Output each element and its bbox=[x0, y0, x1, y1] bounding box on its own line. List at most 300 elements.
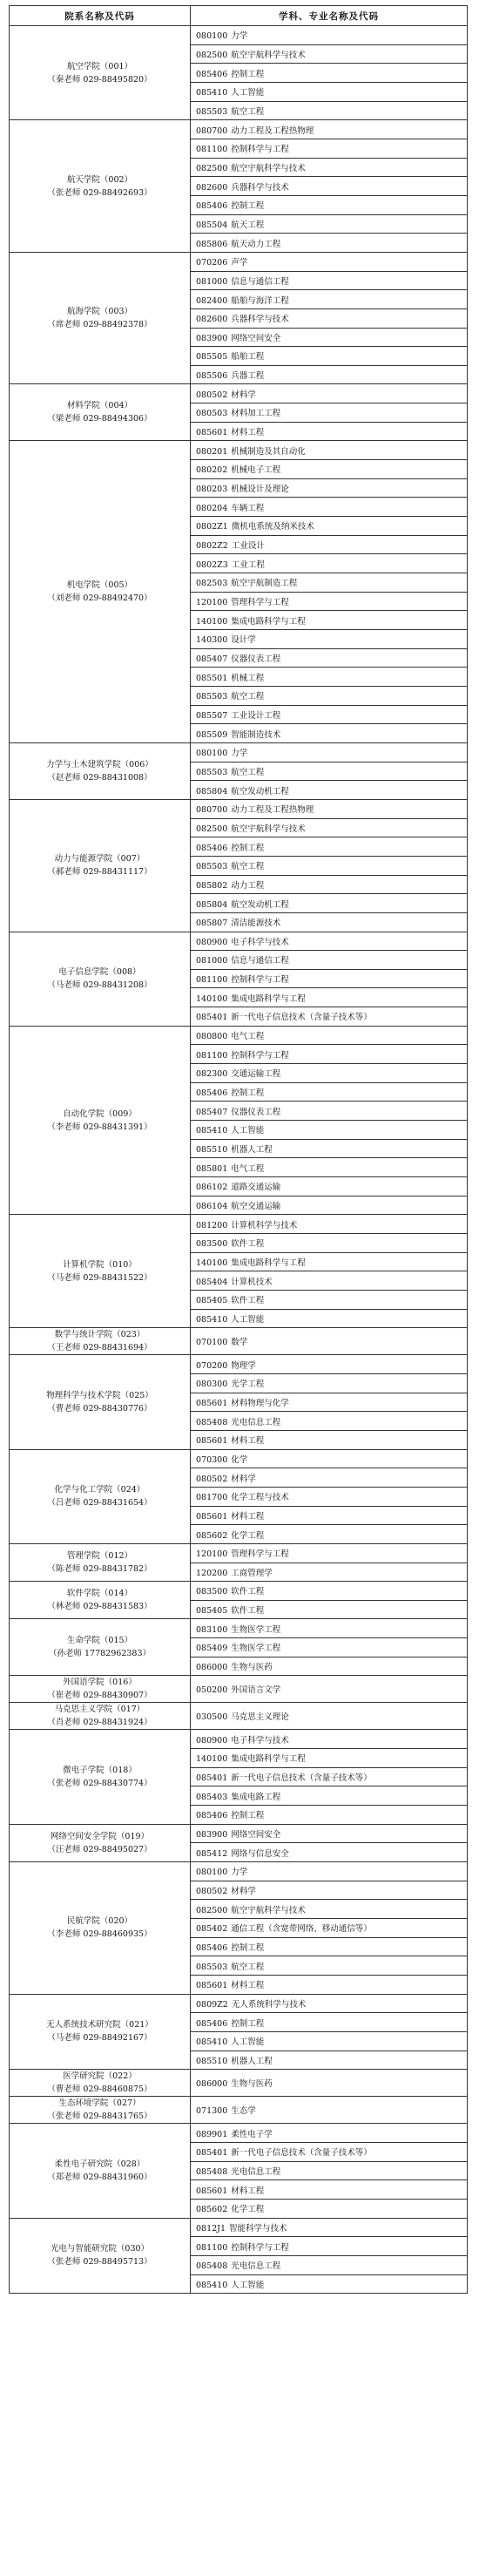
major-name: 材料物理与化学 bbox=[231, 1398, 289, 1408]
major-name: 人工智能 bbox=[231, 2280, 265, 2290]
major-cell bbox=[191, 1373, 468, 1393]
major-cell bbox=[191, 26, 468, 45]
college-contact: （吕老师 029-88431654） bbox=[47, 1498, 152, 1508]
major-code: 085503 bbox=[196, 767, 228, 777]
major-cell bbox=[191, 630, 468, 649]
major-name: 数学 bbox=[231, 1338, 248, 1348]
major-code: 085402 bbox=[196, 1924, 228, 1935]
major-cell bbox=[191, 2013, 468, 2032]
table-row bbox=[10, 26, 468, 45]
major-name: 材料工程 bbox=[231, 1981, 265, 1991]
major-name: 光电信息工程 bbox=[231, 2261, 281, 2272]
major-name: 航空工程 bbox=[231, 862, 265, 872]
major-code: 083900 bbox=[196, 333, 228, 343]
major-cell bbox=[191, 101, 468, 120]
major-name: 材料学 bbox=[231, 1887, 256, 1897]
college-cell bbox=[10, 932, 191, 1026]
major-code: 0802Z1 bbox=[196, 522, 228, 532]
major-cell bbox=[191, 82, 468, 101]
major-cell bbox=[191, 1355, 468, 1374]
college-cell bbox=[10, 1994, 191, 2070]
major-name: 力学 bbox=[231, 749, 248, 759]
table-row bbox=[10, 252, 468, 271]
college-name: 计算机学院（010） bbox=[63, 1259, 137, 1270]
college-cell bbox=[10, 2097, 191, 2124]
major-cell bbox=[191, 120, 468, 139]
major-cell bbox=[191, 1824, 468, 1843]
college-cell bbox=[10, 1824, 191, 1861]
major-code: 120100 bbox=[196, 1549, 228, 1560]
major-name: 无人系统科学与技术 bbox=[231, 1999, 307, 2010]
major-cell bbox=[191, 1177, 468, 1196]
major-code: 140100 bbox=[196, 993, 228, 1004]
major-code: 085408 bbox=[196, 2261, 228, 2272]
college-cell bbox=[10, 1619, 191, 1676]
major-cell bbox=[191, 1007, 468, 1027]
major-cell bbox=[191, 1956, 468, 1976]
major-code: 085503 bbox=[196, 1962, 228, 1972]
table-row bbox=[10, 2070, 468, 2097]
college-name: 微电子学院（018） bbox=[63, 1766, 137, 1776]
major-code: 085406 bbox=[196, 201, 228, 212]
table-row bbox=[10, 1994, 468, 2013]
major-name: 信息与通信工程 bbox=[231, 956, 289, 966]
major-cell bbox=[191, 460, 468, 479]
major-name: 电子科学与技术 bbox=[231, 937, 289, 947]
college-name: 软件学院（014） bbox=[66, 1589, 133, 1599]
major-name: 人工智能 bbox=[231, 1314, 265, 1325]
college-cell bbox=[10, 1582, 191, 1619]
major-code: 085410 bbox=[196, 1126, 228, 1136]
college-cell bbox=[10, 384, 191, 441]
college-cell bbox=[10, 2124, 191, 2218]
major-cell bbox=[191, 1026, 468, 1045]
major-cell bbox=[191, 2161, 468, 2180]
college-name: 航海学院（003） bbox=[66, 307, 133, 317]
major-code: 085506 bbox=[196, 371, 228, 382]
major-code: 070200 bbox=[196, 1360, 228, 1371]
major-cell bbox=[191, 1309, 468, 1328]
table-row bbox=[10, 1582, 468, 1601]
major-cell bbox=[191, 403, 468, 423]
major-name: 人工智能 bbox=[231, 2037, 265, 2048]
major-code: 080100 bbox=[196, 31, 228, 42]
major-cell bbox=[191, 912, 468, 932]
major-code: 080800 bbox=[196, 1032, 228, 1042]
major-name: 材料学 bbox=[231, 390, 256, 400]
college-contact: （李老师 029-88460935） bbox=[47, 1929, 152, 1940]
major-code: 085406 bbox=[196, 69, 228, 79]
major-cell bbox=[191, 1252, 468, 1271]
table-row bbox=[10, 742, 468, 762]
major-cell bbox=[191, 2142, 468, 2161]
major-name: 软件工程 bbox=[231, 1606, 265, 1617]
major-cell bbox=[191, 478, 468, 498]
major-name: 清洁能源技术 bbox=[231, 919, 281, 929]
college-contact: （张老师 029-88495713） bbox=[47, 2257, 152, 2268]
major-code: 086000 bbox=[196, 2079, 228, 2090]
major-cell bbox=[191, 1994, 468, 2013]
major-code: 080502 bbox=[196, 1474, 228, 1484]
major-code: 070100 bbox=[196, 1338, 228, 1348]
major-name: 软件工程 bbox=[231, 1296, 265, 1306]
major-code: 085401 bbox=[196, 1773, 228, 1784]
major-name: 马克思主义理论 bbox=[231, 1712, 289, 1723]
major-name: 生物医学工程 bbox=[231, 1624, 281, 1635]
major-code: 085407 bbox=[196, 654, 228, 664]
major-name: 材料工程 bbox=[231, 1436, 265, 1447]
major-cell bbox=[191, 1730, 468, 1749]
college-cell bbox=[10, 1862, 191, 1995]
major-code: 081700 bbox=[196, 1493, 228, 1503]
major-code: 085408 bbox=[196, 2166, 228, 2177]
major-column-header: 学科、专业名称及代码 bbox=[191, 6, 468, 26]
major-code: 140100 bbox=[196, 616, 228, 627]
major-cell bbox=[191, 2070, 468, 2097]
major-cell bbox=[191, 1543, 468, 1563]
major-cell bbox=[191, 498, 468, 517]
major-code: 085406 bbox=[196, 1811, 228, 1821]
college-cell bbox=[10, 1026, 191, 1215]
major-name: 微机电系统及纳米技术 bbox=[231, 522, 314, 532]
college-cell bbox=[10, 1730, 191, 1824]
major-code: 089901 bbox=[196, 2129, 228, 2139]
major-cell bbox=[191, 214, 468, 234]
college-contact: （刘老师 029-88492470） bbox=[47, 593, 152, 604]
major-cell bbox=[191, 328, 468, 347]
major-name: 化学工程 bbox=[231, 1530, 265, 1541]
major-code: 085804 bbox=[196, 899, 228, 910]
table-row bbox=[10, 120, 468, 139]
major-code: 082600 bbox=[196, 182, 228, 193]
major-cell bbox=[191, 1468, 468, 1488]
college-contact: （秦老师 029-88495820） bbox=[47, 74, 152, 85]
major-code: 086104 bbox=[196, 1202, 228, 1212]
major-cell bbox=[191, 951, 468, 970]
major-code: 085510 bbox=[196, 2056, 228, 2066]
table-row bbox=[10, 1824, 468, 1843]
college-name: 柔性电子研究院（028） bbox=[54, 2159, 145, 2169]
college-column-header: 院系名称及代码 bbox=[10, 6, 191, 26]
major-name: 新一代电子信息技术（含量子技术等） bbox=[231, 2148, 372, 2159]
major-name: 控制科学与工程 bbox=[231, 975, 289, 986]
college-cell bbox=[10, 1215, 191, 1328]
major-cell bbox=[191, 894, 468, 913]
table-row bbox=[10, 1703, 468, 1730]
major-cell bbox=[191, 2255, 468, 2274]
major-code: 085503 bbox=[196, 862, 228, 872]
major-name: 柔性电子学 bbox=[231, 2129, 273, 2139]
major-code: 086000 bbox=[196, 1663, 228, 1673]
major-name: 动力工程及工程热物理 bbox=[231, 805, 314, 816]
major-cell bbox=[191, 1563, 468, 1582]
major-code: 085404 bbox=[196, 1277, 228, 1287]
major-cell bbox=[191, 1937, 468, 1956]
major-code: 070300 bbox=[196, 1454, 228, 1465]
major-name: 人工智能 bbox=[231, 88, 265, 98]
major-cell bbox=[191, 837, 468, 857]
college-contact: （曹老师 029-88460875） bbox=[47, 2085, 152, 2095]
major-name: 机器人工程 bbox=[231, 1145, 273, 1156]
college-contact: （肖老师 029-88431924） bbox=[47, 1718, 152, 1728]
table-row bbox=[10, 1619, 468, 1638]
major-cell bbox=[191, 762, 468, 781]
major-name: 航空交通运输 bbox=[231, 1202, 281, 1212]
major-code: 085807 bbox=[196, 919, 228, 929]
major-name: 网络空间安全 bbox=[231, 1830, 281, 1840]
table-body bbox=[10, 26, 468, 2294]
major-cell bbox=[191, 2218, 468, 2237]
major-code: 080502 bbox=[196, 1887, 228, 1897]
major-code: 085410 bbox=[196, 88, 228, 98]
major-cell bbox=[191, 1487, 468, 1506]
major-cell bbox=[191, 177, 468, 196]
major-name: 控制科学与工程 bbox=[231, 2242, 289, 2253]
major-name: 控制工程 bbox=[231, 1811, 265, 1821]
major-code: 080203 bbox=[196, 485, 228, 495]
table-row bbox=[10, 1026, 468, 1045]
college-contact: （郑老师 029-88431960） bbox=[47, 2172, 152, 2182]
major-cell bbox=[191, 799, 468, 818]
college-cell bbox=[10, 1543, 191, 1581]
major-code: 081200 bbox=[196, 1220, 228, 1230]
major-code: 085601 bbox=[196, 2186, 228, 2196]
major-cell bbox=[191, 2124, 468, 2143]
major-cell bbox=[191, 2199, 468, 2218]
major-name: 道路交通运输 bbox=[231, 1183, 281, 1193]
major-code: 085601 bbox=[196, 1981, 228, 1991]
major-cell bbox=[191, 158, 468, 177]
major-cell bbox=[191, 668, 468, 687]
major-name: 生物与医药 bbox=[231, 1663, 273, 1673]
major-name: 集成电路科学与工程 bbox=[231, 616, 306, 627]
major-name: 控制工程 bbox=[231, 2018, 265, 2029]
major-cell bbox=[191, 1862, 468, 1881]
major-name: 集成电路科学与工程 bbox=[231, 993, 306, 1004]
major-code: 080202 bbox=[196, 465, 228, 476]
major-code: 080700 bbox=[196, 805, 228, 816]
major-code: 083500 bbox=[196, 1587, 228, 1597]
major-cell bbox=[191, 64, 468, 83]
college-cell bbox=[10, 441, 191, 743]
college-name: 物理科学与技术学院（025） bbox=[46, 1390, 153, 1400]
major-code: 085601 bbox=[196, 1511, 228, 1522]
major-code: 082500 bbox=[196, 1905, 228, 1915]
major-code: 080100 bbox=[196, 1868, 228, 1878]
major-name: 航空工程 bbox=[231, 767, 265, 777]
major-cell bbox=[191, 1234, 468, 1253]
major-cell bbox=[191, 1328, 468, 1355]
major-cell bbox=[191, 781, 468, 800]
major-name: 信息与通信工程 bbox=[231, 276, 289, 287]
major-name: 航空宇航制造工程 bbox=[231, 579, 298, 589]
major-code: 080100 bbox=[196, 749, 228, 759]
major-name: 化学工程 bbox=[231, 2205, 265, 2215]
college-name: 自动化学院（009） bbox=[63, 1108, 137, 1119]
major-cell bbox=[191, 1290, 468, 1309]
major-cell bbox=[191, 1506, 468, 1525]
major-cell bbox=[191, 2180, 468, 2200]
major-code: 085410 bbox=[196, 2037, 228, 2048]
major-cell bbox=[191, 347, 468, 366]
major-code: 140100 bbox=[196, 1257, 228, 1268]
major-cell bbox=[191, 1430, 468, 1449]
major-name: 航空工程 bbox=[231, 1962, 265, 1972]
major-code: 080201 bbox=[196, 446, 228, 457]
college-contact: （林老师 029-88431583） bbox=[47, 1602, 152, 1612]
major-code: 083900 bbox=[196, 1830, 228, 1840]
major-name: 航空工程 bbox=[231, 692, 265, 702]
major-name: 电气工程 bbox=[231, 1032, 265, 1042]
major-name: 生态学 bbox=[231, 2106, 256, 2117]
major-name: 生物与医药 bbox=[231, 2079, 273, 2090]
major-cell bbox=[191, 648, 468, 668]
major-code: 030500 bbox=[196, 1712, 228, 1723]
major-code: 085601 bbox=[196, 1398, 228, 1408]
major-name: 工业设计工程 bbox=[231, 710, 281, 721]
major-cell bbox=[191, 1271, 468, 1291]
major-name: 航空宇航科学与技术 bbox=[231, 50, 306, 60]
college-contact: （孙老师 17782962383） bbox=[48, 1649, 151, 1659]
major-cell bbox=[191, 234, 468, 253]
major-cell bbox=[191, 969, 468, 988]
major-cell bbox=[191, 705, 468, 724]
college-contact: （张老师 029-88431765） bbox=[47, 2112, 152, 2122]
college-cell bbox=[10, 120, 191, 253]
major-code: 082500 bbox=[196, 50, 228, 60]
major-cell bbox=[191, 1975, 468, 1994]
major-code: 081100 bbox=[196, 1050, 228, 1061]
major-code: 085405 bbox=[196, 1606, 228, 1617]
major-cell bbox=[191, 384, 468, 403]
major-cell bbox=[191, 1582, 468, 1601]
major-cell bbox=[191, 1525, 468, 1544]
college-cell bbox=[10, 799, 191, 932]
major-code: 0802Z3 bbox=[196, 559, 228, 570]
college-name: 航天学院（002） bbox=[66, 174, 133, 185]
table-row bbox=[10, 1215, 468, 1234]
major-name: 材料工程 bbox=[231, 1511, 265, 1522]
major-name: 物理学 bbox=[231, 1360, 256, 1371]
college-contact: （李老师 029-88431391） bbox=[47, 1122, 152, 1132]
college-cell bbox=[10, 252, 191, 384]
major-cell bbox=[191, 290, 468, 309]
major-cell bbox=[191, 554, 468, 573]
major-code: 085802 bbox=[196, 880, 228, 891]
major-cell bbox=[191, 1638, 468, 1657]
major-name: 动力工程 bbox=[231, 880, 265, 891]
major-name: 船舶与海洋工程 bbox=[231, 295, 289, 306]
table-row bbox=[10, 384, 468, 403]
major-code: 083100 bbox=[196, 1624, 228, 1635]
major-name: 动力工程及工程热物理 bbox=[231, 125, 314, 136]
table-row bbox=[10, 799, 468, 818]
major-code: 082500 bbox=[196, 824, 228, 834]
college-contact: （曹老师 029-88430776） bbox=[47, 1403, 152, 1413]
major-name: 光电信息工程 bbox=[231, 2166, 281, 2177]
major-name: 工业设计 bbox=[231, 541, 265, 552]
major-code: 086102 bbox=[196, 1183, 228, 1193]
major-name: 化学工程与技术 bbox=[231, 1493, 289, 1503]
major-cell bbox=[191, 44, 468, 64]
major-code: 082400 bbox=[196, 295, 228, 306]
major-cell bbox=[191, 271, 468, 290]
major-name: 设计学 bbox=[231, 635, 256, 646]
major-name: 航空发动机工程 bbox=[231, 899, 289, 910]
major-cell bbox=[191, 2031, 468, 2051]
major-name: 电子科学与技术 bbox=[231, 1735, 289, 1746]
major-code: 085503 bbox=[196, 692, 228, 702]
major-cell bbox=[191, 1196, 468, 1215]
college-name: 马克思主义学院（017） bbox=[54, 1705, 145, 1715]
major-cell bbox=[191, 535, 468, 554]
major-cell bbox=[191, 2237, 468, 2256]
major-name: 化学 bbox=[231, 1454, 248, 1465]
major-cell bbox=[191, 1158, 468, 1177]
college-cell bbox=[10, 1703, 191, 1730]
major-name: 生物医学工程 bbox=[231, 1644, 281, 1654]
table-row bbox=[10, 441, 468, 460]
major-cell bbox=[191, 1215, 468, 1234]
major-code: 082600 bbox=[196, 315, 228, 325]
major-name: 机械制造及其自动化 bbox=[231, 446, 306, 457]
major-code: 085401 bbox=[196, 2148, 228, 2159]
major-name: 电气工程 bbox=[231, 1163, 265, 1174]
major-cell bbox=[191, 2051, 468, 2070]
major-cell bbox=[191, 252, 468, 271]
major-code: 0802Z2 bbox=[196, 541, 228, 552]
major-code: 083500 bbox=[196, 1239, 228, 1250]
major-cell bbox=[191, 139, 468, 158]
major-code: 085405 bbox=[196, 1296, 228, 1306]
major-code: 080502 bbox=[196, 390, 228, 400]
major-code: 120200 bbox=[196, 1568, 228, 1578]
major-cell bbox=[191, 573, 468, 593]
major-name: 材料工程 bbox=[231, 2186, 265, 2196]
major-name: 兵器科学与技术 bbox=[231, 182, 289, 193]
college-name: 机电学院（005） bbox=[66, 580, 133, 591]
major-name: 光学工程 bbox=[231, 1380, 265, 1390]
major-cell bbox=[191, 1676, 468, 1703]
major-name: 航天工程 bbox=[231, 220, 265, 230]
major-code: 085410 bbox=[196, 2280, 228, 2290]
header-row bbox=[10, 6, 468, 26]
college-name: 外国语学院（016） bbox=[63, 1678, 137, 1688]
major-name: 外国语言文学 bbox=[231, 1685, 281, 1696]
college-major-table bbox=[9, 5, 468, 2294]
major-cell bbox=[191, 1919, 468, 1938]
major-code: 085504 bbox=[196, 220, 228, 230]
major-cell bbox=[191, 1619, 468, 1638]
major-name: 仪器仪表工程 bbox=[231, 1107, 281, 1117]
major-name: 新一代电子信息技术（含量子技术等） bbox=[231, 1013, 372, 1023]
major-name: 声学 bbox=[231, 258, 248, 268]
major-name: 计算机科学与技术 bbox=[231, 1220, 298, 1230]
college-contact: （席老师 029-88492378） bbox=[47, 320, 152, 330]
college-name: 医学研究院（022） bbox=[63, 2071, 137, 2082]
major-code: 085509 bbox=[196, 729, 228, 740]
major-cell bbox=[191, 1806, 468, 1825]
major-code: 085601 bbox=[196, 428, 228, 438]
major-name: 智能科学与技术 bbox=[229, 2223, 287, 2234]
major-name: 人工智能 bbox=[231, 1126, 265, 1136]
college-cell bbox=[10, 1449, 191, 1543]
major-cell bbox=[191, 2274, 468, 2294]
major-name: 集成电路工程 bbox=[231, 1792, 281, 1802]
major-code: 085501 bbox=[196, 673, 228, 683]
major-cell bbox=[191, 1657, 468, 1676]
college-name: 数学与统计学院（023） bbox=[54, 1330, 145, 1340]
